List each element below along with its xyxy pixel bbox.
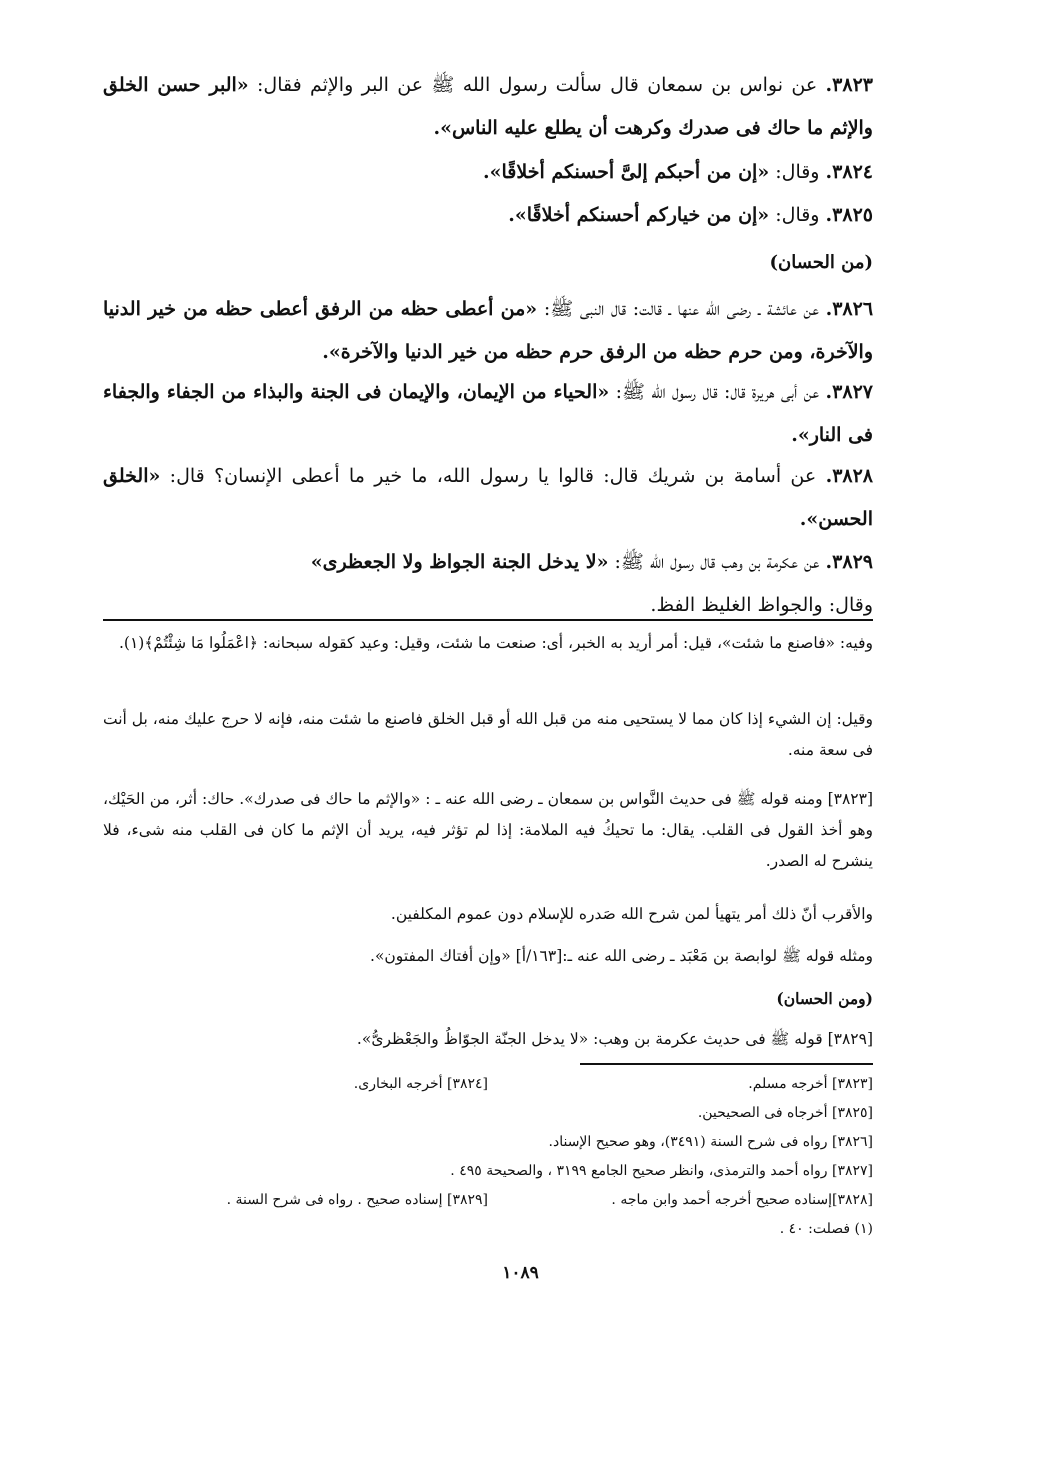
hadith-number: ٣٨٢٥. [825,204,873,226]
hadith-3827 [103,371,873,457]
hadith-number: ٣٨٢٧. [825,381,873,403]
commentary-heading: (ومن الحسان) [776,989,873,1008]
hadith-3826 [103,288,873,374]
section-heading-hasan: (من الحسان) [769,252,873,273]
footnote-row [103,1215,873,1244]
hadith-intro: عن أبى هريرة قال: قال رسول الله ﷺ: [615,381,820,403]
hadith-quote: «إن من أحبكم إلىَّ أحسنكم أخلاقًا». [483,161,770,183]
hadith-3829 [103,541,873,627]
footnote-row [103,1157,873,1186]
hadith-3823 [103,64,873,150]
commentary-para: وقيل: إن الشيء إذا كان مما لا يستحيى منه من قبل الله أو قبل الخلق فاصنع ما شئت منه، فإنه لا حرج عليك منه، بل أنت فى سعة منه. [103,710,873,759]
commentary-para: [٣٨٢٣] ومنه قوله ﷺ فى حديث النَّواس بن سمعان ـ رضى الله عنه ـ : «والإثم ما حاك فى صدرك». حاك: أثر، من الحَيْك، وهو أخذ القول فى القلب. يقال: ما تحيكُ فيه الملامة: إذا لم تؤثر فيه، يريد أن الإثم ما كان فى القلب منه شىء، فلا ينشرح له الصدر. [103,790,873,870]
section-divider [103,619,873,621]
footnote: [٣٨٢٩] إسناده صحيح . رواه فى شرح السنة . [226,1192,488,1208]
footnotes [103,1070,873,1244]
hadith-quote: «البر حسن الخلق والإثم ما حاك فى صدرك وكرهت أن يطلع عليه الناس». [103,74,873,139]
footnote: [٣٨٢٥] أخرجاه فى الصحيحين. [697,1105,873,1121]
hadith-intro: عن عكرمة بن وهب قال رسول الله ﷺ: [614,551,820,573]
commentary-para: وفيه: «فاصنع ما شئت»، قيل: أمر أريد به الخبر، أى: صنعت ما شئت، وقيل: وعيد كقوله سبحانه: ﴿اعْمَلُوا مَا شِئْتُمْ﴾(١). [118,634,873,652]
footnote: [٣٨٢٧] رواه أحمد والترمذى، وانظر صحيح الجامع ٣١٩٩ ، والصحيحة ٤٩٥ . [450,1163,873,1179]
commentary-para: ومثله قوله ﷺ لوابصة بن مَعْبَد ـ رضى الله عنه ـ:[١٦٣/أ] «وإن أفتاك المفتون». [370,947,873,965]
hadith-3825 [103,194,873,237]
hadith-number: ٣٨٢٣. [825,74,873,96]
footnote: [٣٨٢٣] أخرجه مسلم. [748,1076,873,1092]
commentary-para: والأقرب أنّ ذلك أمر يتهيأ لمن شرح الله صَدره للإسلام دون عموم المكلفين. [390,905,873,923]
hadith-intro: عن نواس بن سمعان قال سألت رسول الله ﷺ عن البر والإثم فقال: [257,74,818,96]
hadith-intro: وقال: [775,204,820,226]
hadith-number: ٣٨٢٦. [825,298,874,320]
footnote-row [103,1070,873,1099]
footnote-divider [580,1063,873,1065]
footnote-row [103,1128,873,1157]
hadith-number: ٣٨٢٩. [825,551,873,573]
footnote: [٣٨٢٨]إسناده صحيح أخرجه أحمد وابن ماجه . [611,1192,873,1208]
hadith-intro: عن عائشة ـ رضى الله عنها ـ قالت: قال النبى ﷺ: [543,298,819,320]
hadith-quote: «الحياء من الإيمان، والإيمان فى الجنة والبذاء من الجفاء والجفاء فى النار». [103,381,873,446]
footnote-row [103,1186,873,1215]
page-number: ١٠٨٩ [502,1263,539,1283]
footnote: (١) فصلت: ٤٠ . [779,1221,873,1237]
hadith-quote: «الخلق الحسن». [103,465,873,530]
hadith-3824 [103,151,873,194]
hadith-quote: «إن من خياركم أحسنكم أخلاقًا». [508,204,770,226]
hadith-quote: «من أعطى حظه من الرفق أعطى حظه من خير الدنيا والآخرة، ومن حرم حظه من الرفق حرم حظه من خير الدنيا والآخرة». [103,298,873,363]
hadith-number: ٣٨٢٤. [825,161,873,183]
hadith-note: وقال: والجواظ الغليظ الفظ. [650,594,873,616]
footnote: [٣٨٢٦] رواه فى شرح السنة (٣٤٩١)، وهو صحيح الإسناد. [548,1134,873,1150]
hadith-intro: وقال: [775,161,820,183]
hadith-number: ٣٨٢٨. [825,465,874,487]
hadith-intro: عن أسامة بن شريك قال: قالوا يا رسول الله، ما خير ما أعطى الإنسان؟ قال: [169,465,817,487]
footnote: [٣٨٢٤] أخرجه البخارى. [353,1076,488,1092]
footnote-row [103,1099,873,1128]
hadith-3828 [103,455,873,541]
commentary-para: [٣٨٢٩] قوله ﷺ فى حديث عكرمة بن وهب: «لا يدخل الجنّة الجوّاظُ والجَعْظرىُّ». [356,1030,873,1048]
hadith-quote: «لا يدخل الجنة الجواظ ولا الجعظرى» [310,551,609,573]
